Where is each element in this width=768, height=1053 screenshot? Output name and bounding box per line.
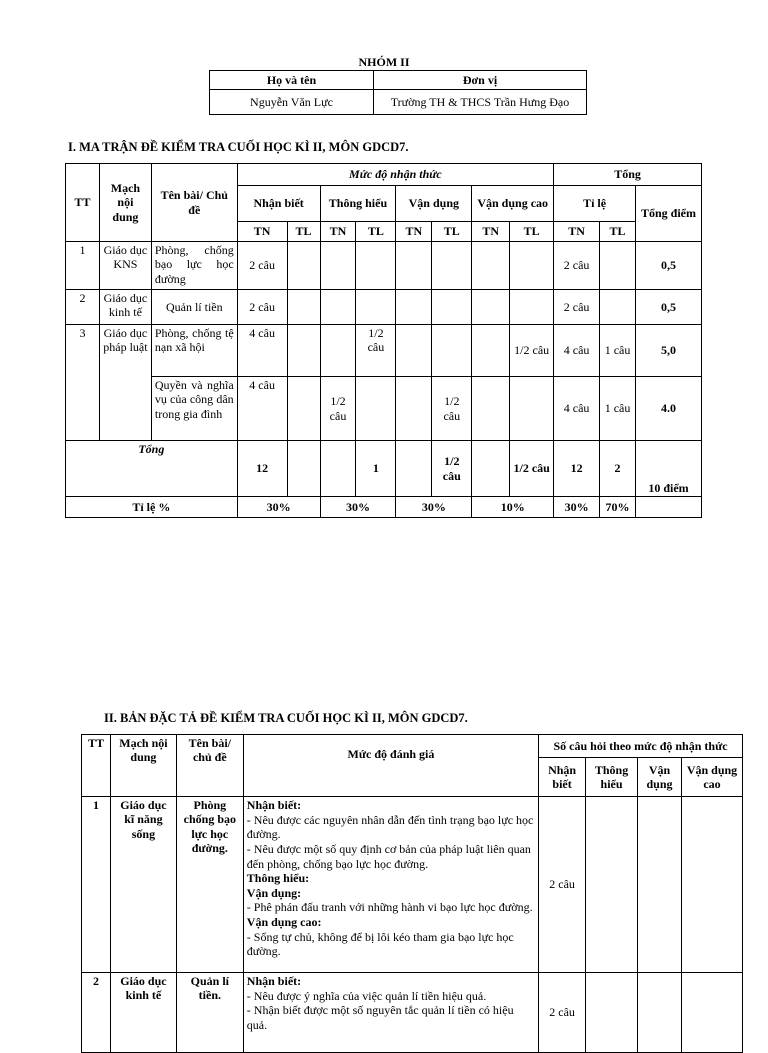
matrix-cell-tl-tn: 2 câu [554,290,600,325]
spec-criterion: - Phê phán đấu tranh với những hành vi bạo lực học đường. [246,900,533,915]
matrix-cell-ten-bai: Quyền và nghĩa vụ của công dân trong gia đình [151,377,237,441]
spec-criterion: - Nêu được các nguyên nhân dẫn đến tình trạng bạo lực học đường. [246,812,534,842]
matrix-header-tl: TL [600,222,636,242]
section1-heading: I. MA TRẬN ĐỀ KIỂM TRA CUỐI HỌC KÌ II, MÔN GDCD7. [68,140,409,154]
matrix-cell-mach: Giáo dục pháp luật [99,325,151,441]
spec-row [82,797,743,973]
matrix-cell-vdc-tn [472,242,510,290]
matrix-cell-vdc-tl: 1/2 câu [510,325,554,377]
spec-cell-ten-bai: Quản lí tiền. [176,973,243,1053]
matrix-cell-nb-tn: 4 câu [237,325,287,377]
matrix-cell-vd-tn [396,242,432,290]
matrix-header-tl: TL [287,222,320,242]
matrix-cell-vd-tl [432,325,472,377]
matrix-total-tl-tl: 2 [600,441,636,497]
matrix-ratio-th: 30% [320,497,396,518]
matrix-ratio-tn: 30% [554,497,600,518]
matrix-header-tong-diem: Tổng điểm [636,186,702,242]
spec-row [82,973,743,1053]
spec-criterion: - Nhận biết được một số nguyên tắc quản lí tiền có hiệu quả. [246,1003,514,1032]
spec-header-muc-do: Mức độ đánh giá [243,735,538,797]
spec-header-nhan-biet: Nhận biết [539,758,586,797]
matrix-cell-vd-tl [432,290,472,325]
matrix-cell-tl-tn: 4 câu [554,325,600,377]
matrix-header-muc-do: Mức độ nhận thức [237,164,553,186]
matrix-cell-th-tn: 1/2 câu [320,377,356,441]
matrix-cell-tl-tl: 1 câu [600,325,636,377]
matrix-cell-vdc-tn [472,290,510,325]
matrix-cell-vd-tn [396,377,432,441]
matrix-row [66,377,702,441]
spec-header-thong-hieu: Thông hiểu [586,758,638,797]
spec-table [81,734,743,1053]
spec-header-van-dung-cao: Vận dụng cao [682,758,743,797]
spec-level-title: Vận dụng cao: [246,915,322,929]
members-row [210,90,587,115]
matrix-header-thong-hieu: Thông hiểu [320,186,396,222]
matrix-cell-ten-bai: Phòng, chống tệ nạn xã hội [151,325,237,377]
matrix-cell-ten-bai: Phòng, chống bạo lực học đường [151,242,237,290]
spec-level-title: Vận dụng: [246,885,302,900]
matrix-table [65,163,702,518]
spec-cell-mach: Giáo dục kinh tế [110,973,176,1053]
section2-heading: II. BẢN ĐẶC TẢ ĐỀ KIỂM TRA CUỐI HỌC KÌ II, MÔN GDCD7. [104,711,468,725]
matrix-header-tl: TL [432,222,472,242]
matrix-cell-vd-tn [396,290,432,325]
matrix-cell-nb-tl [287,242,320,290]
member-unit: Trường TH & THCS Trần Hưng Đạo [374,90,587,115]
matrix-header-tn: TN [396,222,432,242]
spec-header-mach: Mạch nội dung [110,735,176,797]
matrix-cell-nb-tl [287,290,320,325]
matrix-cell-nb-tl [287,325,320,377]
matrix-total-vd-tl: 1/2 câu [432,441,472,497]
matrix-cell-vdc-tl [510,290,554,325]
spec-header-row-1 [82,735,743,758]
spec-level-title: Thông hiểu: [246,871,310,886]
matrix-header-mach: Mạch nội dung [99,164,151,242]
matrix-total-th-tl: 1 [356,441,396,497]
matrix-ratio-label: Tỉ lệ % [66,497,238,518]
spec-cell-mach: Giáo dục kĩ năng sống [110,797,176,973]
matrix-cell-diem: 0,5 [636,290,702,325]
matrix-header-ten-bai: Tên bài/ Chủ đề [151,164,237,242]
spec-cell-description [243,797,538,973]
spec-cell-nb-count: 2 câu [539,973,586,1053]
spec-criterion: - Sống tự chủ, không để bị lôi kéo tham gia bạo lực học đường. [246,929,514,959]
matrix-ratio-vdc: 10% [472,497,554,518]
matrix-cell-th-tn [320,325,356,377]
matrix-cell-tl-tl [600,242,636,290]
matrix-header-van-dung-cao: Vận dụng cao [472,186,554,222]
matrix-total-vdc-tl: 1/2 câu [510,441,554,497]
matrix-cell-nb-tl [287,377,320,441]
matrix-cell-th-tl: 1/2 câu [356,325,396,377]
matrix-header-tl: TL [356,222,396,242]
spec-header-ten-bai: Tên bài/ chủ đề [176,735,243,797]
matrix-total-label: Tổng [66,441,238,497]
matrix-cell-mach: Giáo dục kinh tế [99,290,151,325]
matrix-header-tt: TT [66,164,100,242]
matrix-header-van-dung: Vận dụng [396,186,472,222]
spec-header-tt: TT [82,735,111,797]
matrix-ratio-tl: 70% [600,497,636,518]
matrix-header-row-1 [66,164,702,186]
matrix-cell-vdc-tl [510,377,554,441]
matrix-header-tn: TN [237,222,287,242]
spec-level-title: Nhận biết: [246,974,302,988]
matrix-cell-diem: 5,0 [636,325,702,377]
matrix-cell-diem: 4.0 [636,377,702,441]
matrix-cell-vd-tl: 1/2 câu [432,377,472,441]
matrix-cell-tt: 1 [66,242,100,290]
matrix-cell-th-tn [320,290,356,325]
matrix-cell-th-tn [320,242,356,290]
matrix-cell-vdc-tn [472,325,510,377]
matrix-cell-vdc-tn [472,377,510,441]
members-table [209,70,587,115]
spec-header-van-dung: Vận dụng [638,758,682,797]
member-name: Nguyễn Văn Lực [210,90,374,115]
matrix-cell-tl-tl: 1 câu [600,377,636,441]
spec-criterion: - Nêu được một số quy định cơ bản của pháp luật liên quan đến phòng, chống bạo lực học đường. [246,841,531,871]
matrix-row [66,242,702,290]
spec-header-so-cau: Số câu hỏi theo mức độ nhận thức [539,735,743,758]
matrix-header-nhan-biet: Nhận biết [237,186,320,222]
spec-cell-tt: 1 [82,797,111,973]
matrix-cell-diem: 0,5 [636,242,702,290]
matrix-row [66,290,702,325]
matrix-cell-vdc-tl [510,242,554,290]
matrix-header-tn: TN [554,222,600,242]
matrix-ratio-nb: 30% [237,497,320,518]
matrix-header-tn: TN [320,222,356,242]
matrix-ratio-row [66,497,702,518]
spec-cell-nb-count: 2 câu [539,797,586,973]
matrix-row [66,325,702,377]
group-title: NHÓM II [358,55,410,69]
spec-cell-ten-bai: Phòng chống bạo lực học đường. [176,797,243,973]
members-header-row [210,71,587,90]
matrix-total-tl-tn: 12 [554,441,600,497]
matrix-cell-nb-tn: 2 câu [237,290,287,325]
matrix-total-row [66,441,702,497]
matrix-header-tn: TN [472,222,510,242]
matrix-cell-ten-bai: Quản lí tiền [151,290,237,325]
spec-cell-description [243,973,538,1053]
matrix-cell-th-tl [356,290,396,325]
matrix-header-tong: Tổng [554,164,702,186]
matrix-cell-vd-tn [396,325,432,377]
matrix-total-diem: 10 điểm [636,441,702,497]
matrix-cell-th-tl [356,377,396,441]
matrix-cell-nb-tn: 2 câu [237,242,287,290]
matrix-cell-vd-tl [432,242,472,290]
matrix-header-tl: TL [510,222,554,242]
members-header-name: Họ và tên [210,71,374,90]
matrix-cell-nb-tn: 4 câu [237,377,287,441]
members-header-unit: Đơn vị [374,71,587,90]
matrix-ratio-vd: 30% [396,497,472,518]
spec-criterion: - Nêu được ý nghĩa của việc quản lí tiền hiệu quả. [246,988,487,1003]
matrix-header-ti-le: Tỉ lệ [554,186,636,222]
matrix-cell-th-tl [356,242,396,290]
matrix-cell-tl-tl [600,290,636,325]
matrix-cell-tl-tn: 4 câu [554,377,600,441]
spec-cell-tt: 2 [82,973,111,1053]
spec-level-title: Nhận biết: [246,798,302,812]
matrix-cell-tl-tn: 2 câu [554,242,600,290]
matrix-cell-tt: 2 [66,290,100,325]
matrix-total-nb-tn: 12 [237,441,287,497]
matrix-cell-tt: 3 [66,325,100,441]
matrix-cell-mach: Giáo dục KNS [99,242,151,290]
